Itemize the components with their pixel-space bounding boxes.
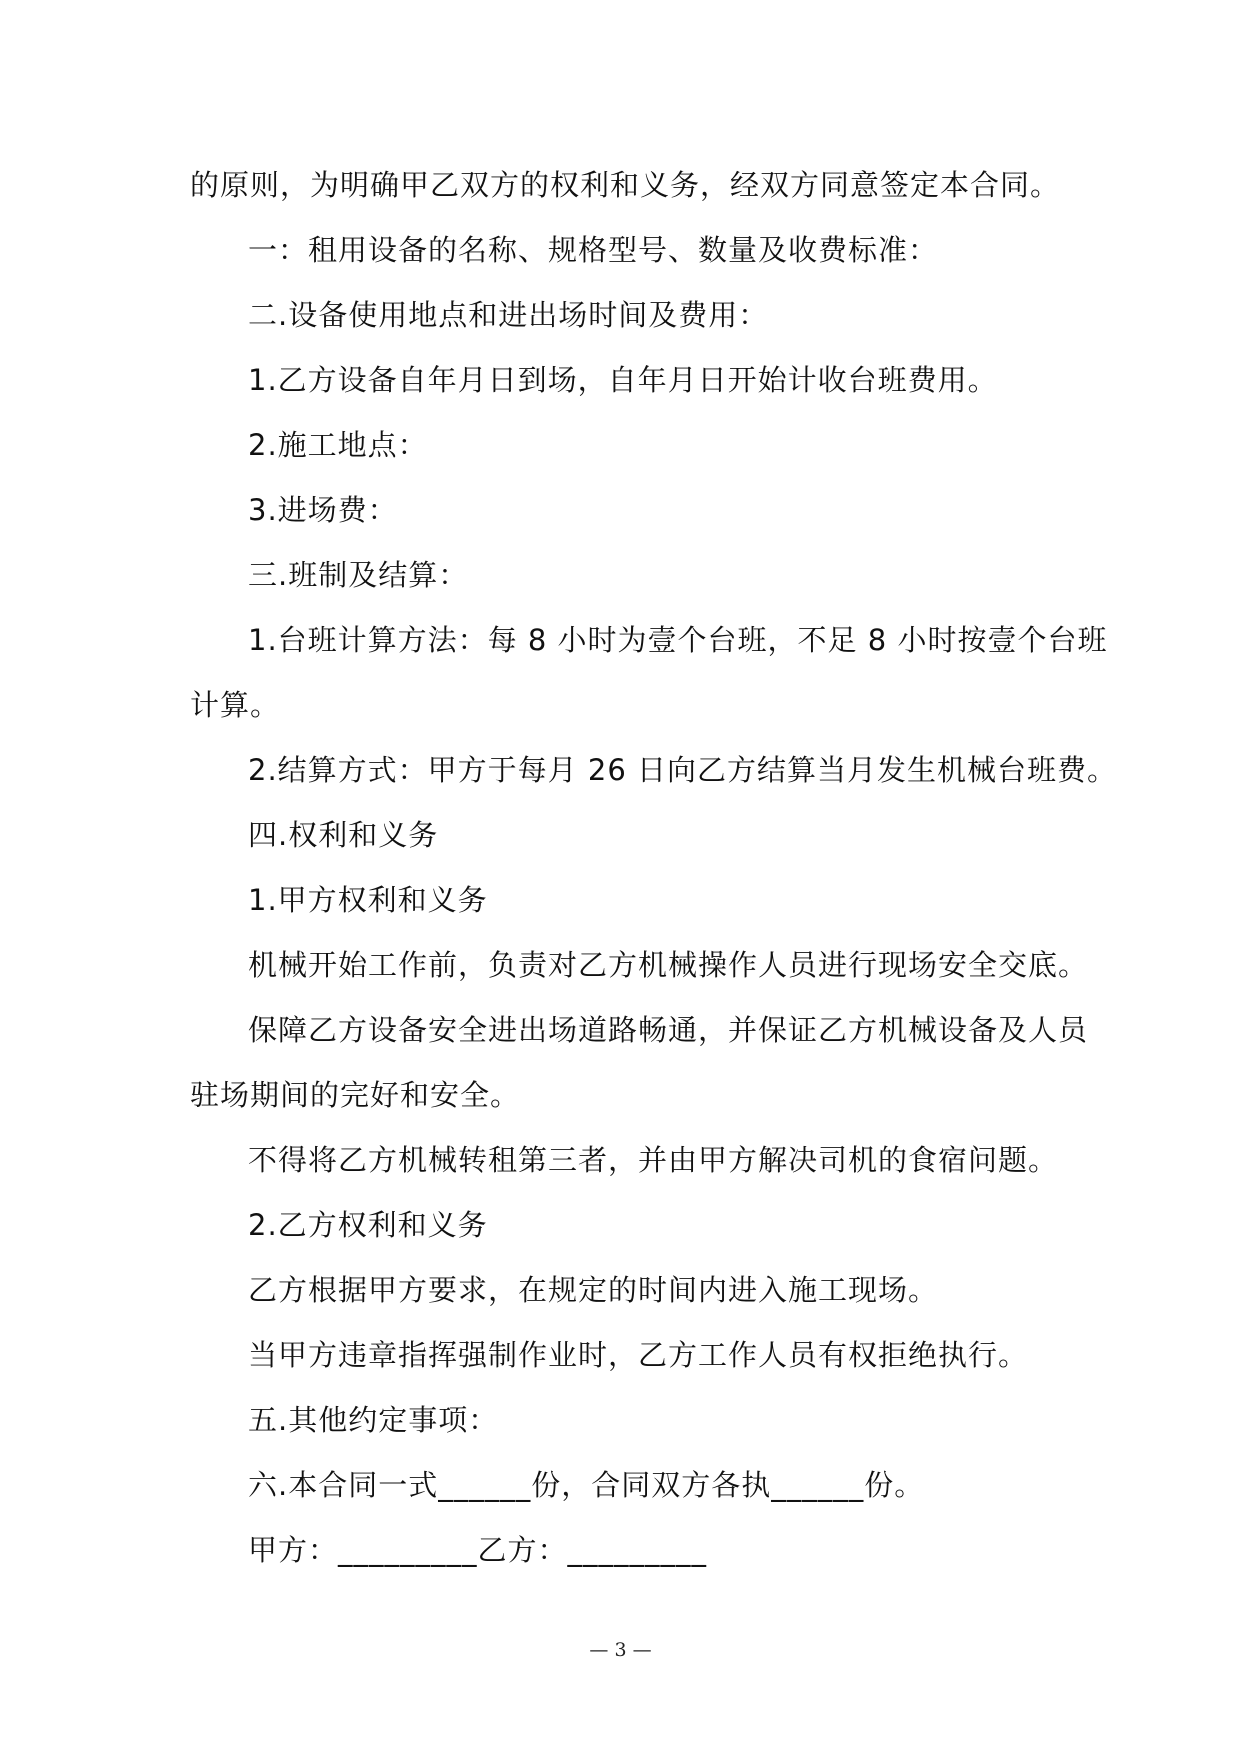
section-heading: 三.班制及结算： (248, 558, 469, 592)
section-heading: 一：租用设备的名称、规格型号、数量及收费标准： (248, 233, 939, 267)
subsection-heading: 2.乙方权利和义务 (248, 1208, 488, 1242)
section-heading: 五.其他约定事项： (248, 1403, 499, 1437)
page-number: — 3 — (589, 1639, 652, 1661)
clause-line: 当甲方违章指挥强制作业时，乙方工作人员有权拒绝执行。 (248, 1338, 1029, 1372)
paragraph-line: 的原则，为明确甲乙双方的权利和义务，经双方同意签定本合同。 (190, 168, 1061, 202)
copies-clause: 六.本合同一式______份，合同双方各执______份。 (248, 1468, 925, 1502)
clause-line: 1.乙方设备自年月日到场，自年月日开始计收台班费用。 (248, 363, 998, 397)
clause-line: 1.台班计算方法：每 8 小时为壹个台班，不足 8 小时按壹个台班 (248, 623, 1108, 657)
section-heading: 四.权利和义务 (248, 818, 439, 852)
clause-line: 2.施工地点： (248, 428, 428, 462)
clause-line: 不得将乙方机械转租第三者，并由甲方解决司机的食宿问题。 (248, 1143, 1059, 1177)
clause-line: 乙方根据甲方要求，在规定的时间内进入施工现场。 (248, 1273, 939, 1307)
clause-line: 保障乙方设备安全进出场道路畅通，并保证乙方机械设备及人员 (248, 1013, 1089, 1047)
subsection-heading: 1.甲方权利和义务 (248, 883, 488, 917)
clause-line-continuation: 计算。 (190, 688, 281, 722)
clause-line-continuation: 驻场期间的完好和安全。 (190, 1078, 521, 1112)
clause-line: 3.进场费： (248, 493, 398, 527)
clause-line: 2.结算方式：甲方于每月 26 日向乙方结算当月发生机械台班费。 (248, 753, 1118, 787)
section-heading: 二.设备使用地点和进出场时间及费用： (248, 298, 769, 332)
signature-line: 甲方：_________乙方：_________ (248, 1533, 708, 1567)
clause-line: 机械开始工作前，负责对乙方机械操作人员进行现场安全交底。 (248, 948, 1089, 982)
